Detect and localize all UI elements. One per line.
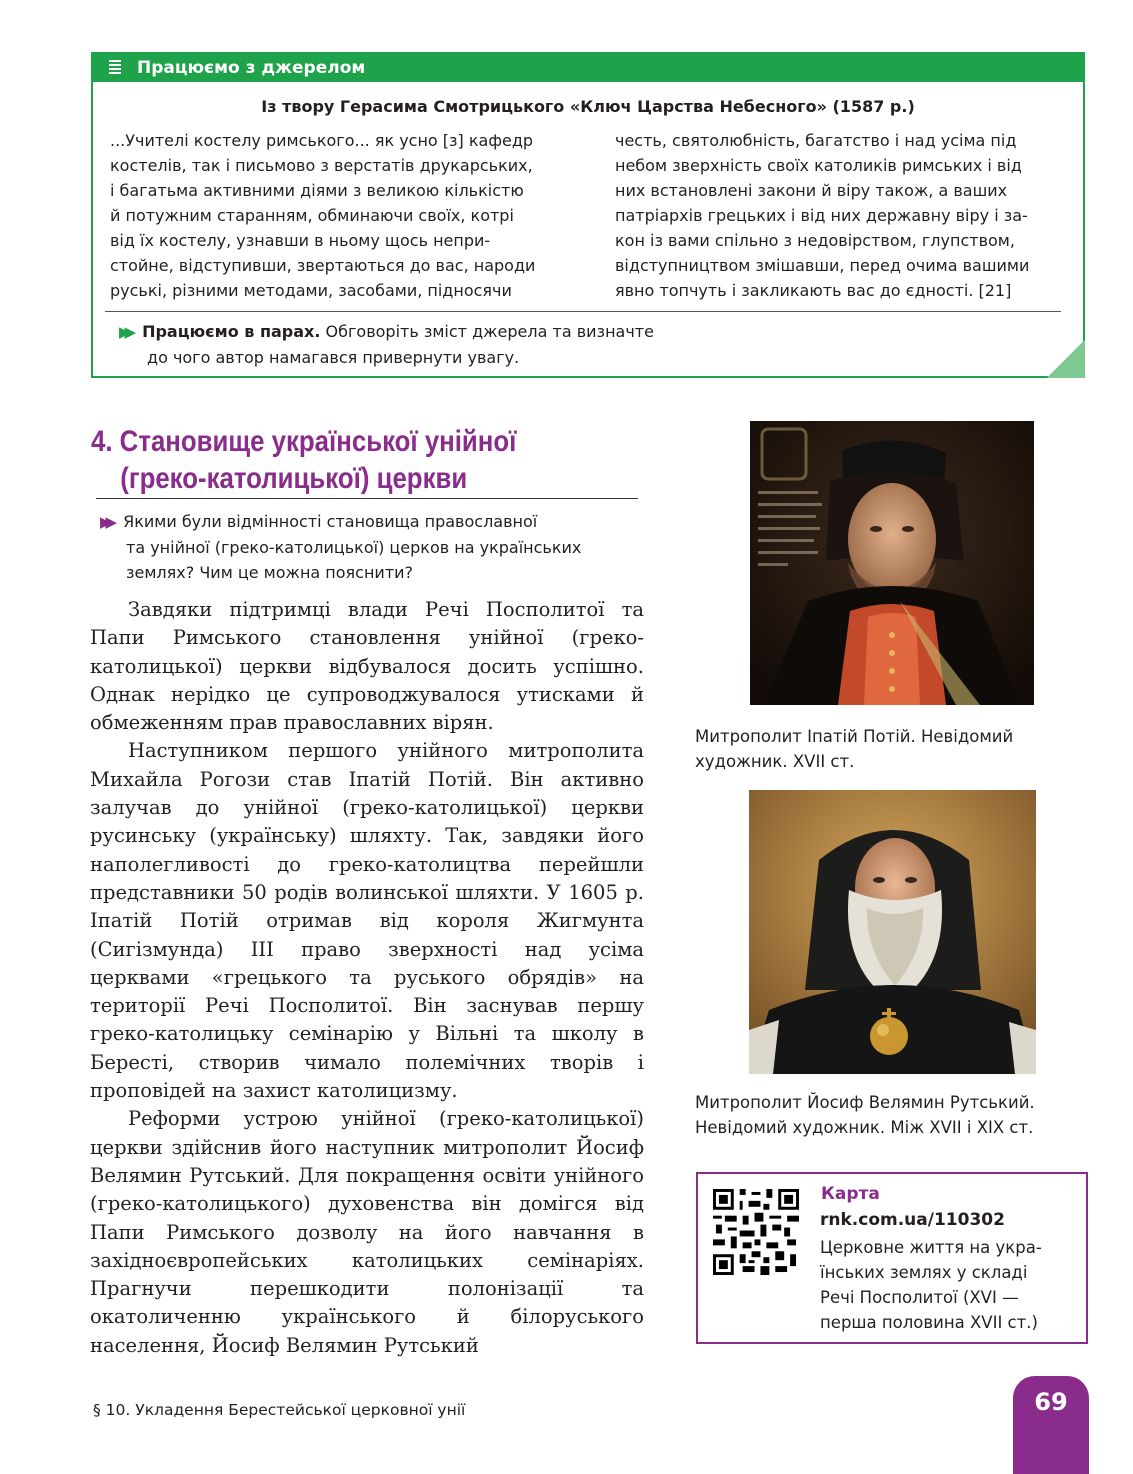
caption-line: Невідомий художник. Між XVII і XIX ст. [695, 1118, 1034, 1137]
portrait-yosyf-rutskyi [749, 790, 1036, 1074]
section-title [91, 423, 573, 497]
source-line: від їх костелу, узнавши в ньому щось непри- [110, 231, 491, 250]
section-title-line: 4. Становище української унійної [91, 425, 517, 458]
portrait-ipatii-potii [750, 421, 1034, 705]
page-corner-fold [1047, 340, 1085, 378]
source-line: них встановлені закони й віру також, а ваших [615, 181, 1008, 200]
source-line: і багатьма активними діями з великою кількістю [110, 181, 524, 200]
page-number-tab [1013, 1376, 1089, 1474]
task-text: до чого автор намагався привернути увагу. [147, 348, 520, 367]
body-text [90, 596, 644, 1360]
source-text-right [615, 128, 1070, 303]
section-rule [96, 498, 638, 499]
map-description [820, 1235, 1080, 1335]
source-line: патріархів грецьких і від них державну віру і за- [615, 206, 1028, 225]
caption-line: Митрополит Іпатій Потій. Невідомий [695, 727, 1014, 746]
map-title: Карта [821, 1184, 880, 1204]
source-line: відступництвом змішавши, перед очима вашими [615, 256, 1030, 275]
paragraph: Завдяки підтримці влади Речі Посполитої та Папи Римського становлення унійної (греко-католицької) церкви відбувалося досить успішно. Однак нерідко це супроводжувалося утисками й обмеженням прав православних вірян. [90, 598, 644, 735]
page-number: 69 [1034, 1388, 1068, 1416]
question-text: землях? Чим це можна пояснити? [126, 563, 414, 582]
footer-chapter: § 10. Укладення Берестейської церковної унії [93, 1401, 466, 1419]
section-question [100, 509, 640, 585]
map-description-line: Церковне життя на укра- [820, 1238, 1042, 1257]
section-title-line: (греко-католицької) церкви [120, 462, 468, 495]
pair-work-task [119, 319, 739, 371]
double-arrow-icon: ▶▶ [100, 513, 112, 531]
source-line: костелів, так і письмово з верстатів друкарських, [110, 156, 533, 175]
source-title: Із твору Герасима Смотрицького «Ключ Царства Небесного» (1587 р.) [261, 97, 915, 116]
caption-line: Митрополит Йосиф Велямин Рутський. [695, 1093, 1035, 1112]
source-header-label: Працюємо з джерелом [137, 58, 366, 78]
source-line: честь, святолюбність, багатство і над усіма під [615, 131, 1017, 150]
task-bold: Працюємо в парах. [142, 322, 321, 341]
source-line: стойне, відступивши, звертаються до вас, народи [110, 256, 536, 275]
caption-line: художник. XVII ст. [695, 752, 855, 771]
source-text-left [110, 128, 565, 303]
source-line: кон із вами спільно з недовірством, глупством, [615, 231, 1015, 250]
paragraph: Реформи устрою унійної (греко-католицької) церкви здійснив його наступник митрополит Йосиф Велямин Рутський. Для покращення освіти унійного (греко-католицького) духовенства він домігся від Папи Римського дозволу на його навчання в західноєвропейських католицьких семінаріях. Прагнучи перешкодити полонізації та окатоличенню українського й білоруського населення, Йосиф Велямин Рутський [90, 1107, 644, 1357]
map-resource-box [696, 1172, 1088, 1344]
map-description-line: перша половина XVII ст.) [820, 1313, 1038, 1332]
double-arrow-icon: ▶▶ [119, 323, 131, 341]
source-line: явно топчуть і закликають вас до єдності. [21] [615, 281, 1012, 300]
map-description-line: їнських землях у складі [820, 1263, 1028, 1282]
source-line: небом зверхність своїх католиків римських і від [615, 156, 1022, 175]
map-description-line: Речі Посполитої (XVI — [820, 1288, 1019, 1307]
source-line: ...Учителі костелу римського... як усно [з] кафедр [110, 131, 534, 150]
source-line: й потужним старанням, обминаючи своїх, котрі [110, 206, 514, 225]
task-text: Обговоріть зміст джерела та визначте [320, 322, 654, 341]
source-divider [105, 311, 1061, 312]
qr-code-icon[interactable] [713, 1189, 799, 1275]
source-header [93, 54, 1083, 82]
map-link[interactable]: rnk.com.ua/110302 [820, 1210, 1005, 1230]
document-icon [109, 60, 121, 76]
source-line: руські, різними методами, засобами, підносячи [110, 281, 512, 300]
caption-yosyf-rutskyi [695, 1090, 1085, 1140]
paragraph: Наступником першого унійного митрополита Михайла Рогози став Іпатій Потій. Він активно залучав до унійної (греко-католицької) церкви русинську (українську) шляхту. Так, завдяки його наполегливості до греко-католицтва перейшли представники 50 родів волинської шляхти. У 1605 р. Іпатій Потій отримав від короля Жигмунта (Сигізмунда) ІІІ право зверхності над усіма церквами «грецького та руського обрядів» на території Речі Посполитої. Він заснував першу греко-католицьку семінарію у Вільні та школу в Бересті, створив чимало полемічних творів і проповідей на захист католицизму. [90, 739, 644, 1103]
caption-ipatii-potii [695, 724, 1075, 774]
question-text: та унійної (греко-католицької) церков на українських [126, 538, 582, 557]
question-text: Якими були відмінності становища православної [123, 512, 538, 531]
source-box [91, 52, 1085, 378]
